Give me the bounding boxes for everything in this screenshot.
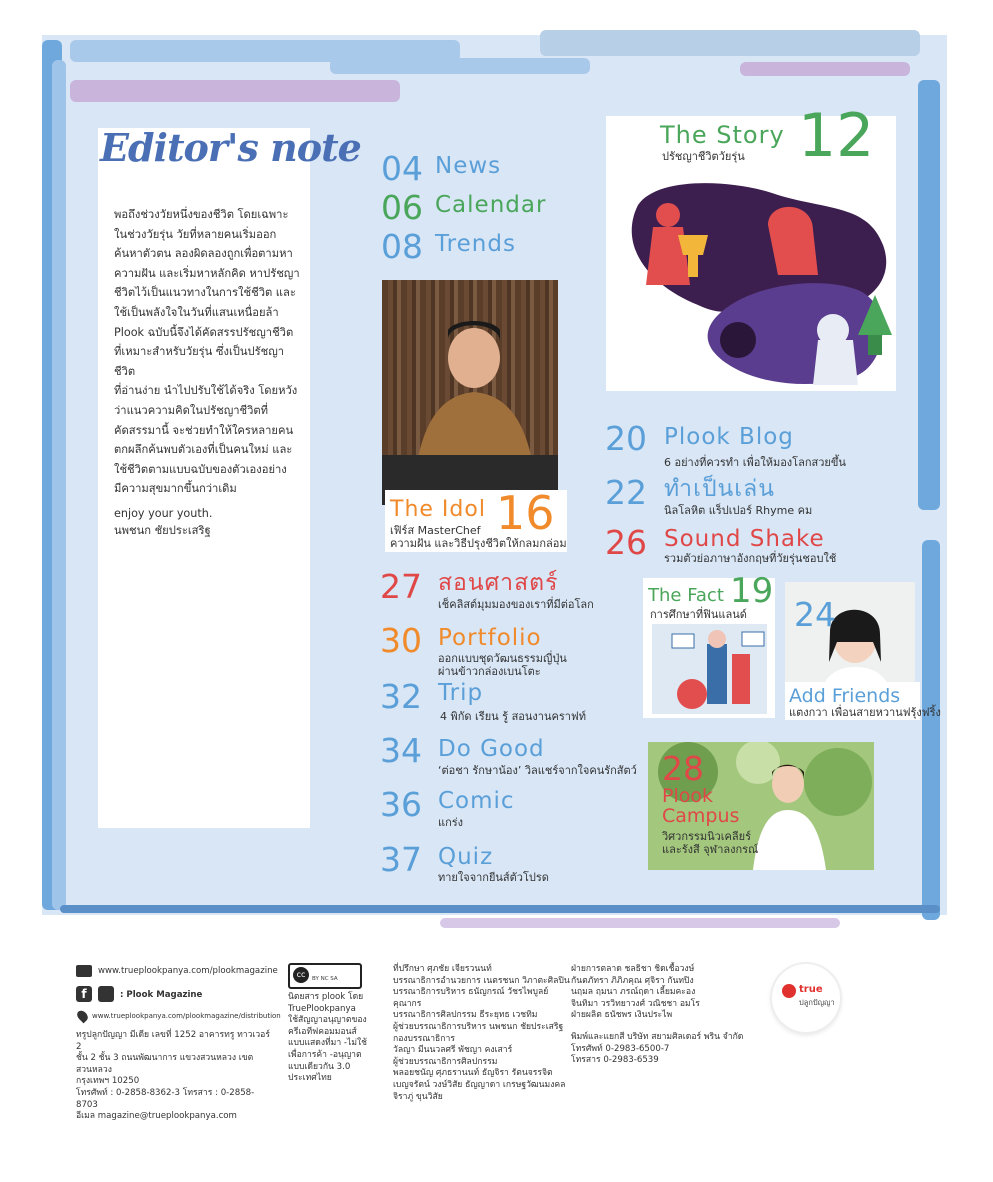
fact-subtitle: การศึกษาที่ฟินแลนด์ [650, 608, 747, 621]
footer-printer: พิมพ์และแยกสี บริษัท สยามศิลเดอร์ พริน จำกัด โทรศัพท์ 0-2983-6500-7 โทรสาร 0-2983-6539 [571, 1032, 744, 1066]
campus-number: 28 [662, 749, 704, 788]
toc-title[interactable]: ทำเป็นเล่น [664, 476, 775, 502]
logo-main-text: true [799, 984, 823, 995]
tree-icon [782, 984, 796, 998]
story-number: 12 [798, 101, 875, 171]
paint-stroke [52, 60, 66, 910]
idol-photo[interactable] [382, 280, 558, 505]
paint-stroke [440, 918, 840, 928]
footer-web[interactable]: www.trueplookpanya.com/plookmagazine [98, 966, 278, 976]
paint-stroke [330, 58, 590, 74]
paint-stroke [740, 62, 910, 76]
story-title[interactable]: The Story [660, 121, 785, 149]
idol-subtitle: เฟิร์ส MasterChef ความฝัน และวิธีปรุงชีวิตให้กลมกล่อม [390, 524, 567, 550]
toc-number: 22 [605, 473, 647, 512]
editor-note-signoff: enjoy your youth. นพชนก ชัยประเสริฐ [114, 507, 213, 537]
paint-stroke [918, 80, 940, 510]
toc-subtitle: 4 พิกัด เรียน รู้ สอนงานคราฟท์ [440, 710, 586, 723]
cc-badge-label: BY NC SA [312, 976, 338, 982]
paint-stroke [60, 905, 940, 913]
toc-number: 26 [605, 523, 647, 562]
idol-number: 16 [496, 486, 555, 540]
toc-title[interactable]: สอนศาสตร์ [438, 570, 559, 596]
toc-number: 34 [380, 731, 422, 770]
toc-subtitle: รวมตัวย่อภาษาอังกฤษที่วัยรุ่นชอบใช้ [664, 552, 837, 565]
paint-stroke [922, 540, 940, 920]
cc-icon: cc [293, 967, 309, 983]
footer-distribution[interactable]: www.trueplookpanya.com/plookmagazine/distribution [92, 1012, 281, 1020]
toc-subtitle: เช็คลิสต์มุมมองของเราที่มีต่อโลก [438, 598, 594, 611]
toc-subtitle: ทายใจจากยีนส์ตัวโปรด [438, 871, 549, 884]
web-icon [76, 965, 92, 977]
story-illustration [618, 175, 893, 390]
toc-subtitle: ออกแบบชุดวัฒนธรรมญี่ปุ่น ผ่านข้าวกล่องเบนโตะ [438, 652, 567, 678]
toc-title[interactable]: Comic [438, 788, 515, 814]
toc-title[interactable]: Trip [438, 680, 484, 706]
footer-address: ทรูปลูกปัญญา มีเดีย เลขที่ 1252 อาคารทรู ทาวเวอร์ 2 ชั้น 2 ชั้น 3 ถนนพัฒนาการ แขวงสวนหลวง เขตสวนหลวง กรุงเทพฯ 10250 โทรศัพท์ : 0-2858-8362-3 โทรสาร : 0-2858-8703 อีเมล magazine@trueplookpanya.com [76, 1030, 270, 1122]
location-pin-icon [75, 1009, 90, 1024]
facebook-icon[interactable]: f [76, 986, 92, 1002]
friends-number: 24 [794, 595, 836, 634]
campus-title[interactable]: Plook Campus [662, 785, 740, 827]
toc-title[interactable]: Plook Blog [664, 424, 794, 450]
fact-illustration [652, 624, 767, 714]
toc-number: 36 [380, 785, 422, 824]
toc-subtitle: ‘ต่อชา รักษาน้อง’ วิลแชร์จากใจคนรักสัตว์ [438, 764, 637, 777]
toc-subtitle: นิลโลหิต แร็ปเปอร์ Rhyme คม [664, 504, 813, 517]
toc-number: 20 [605, 419, 647, 458]
toc-number: 08 [381, 227, 423, 266]
editor-note-body: พอถึงช่วงวัยหนึ่งของชีวิต โดยเฉพาะ ในช่วงวัยรุ่น วัยที่หลายคนเริ่มออก ค้นหาตัวตน ลองผิดลองถูกเพื่อตามหา ความฝัน และเริ่มหาหลักคิด หาปรัชญา ชีวิตไว้เป็นแนวทางในการใช้ชีวิต และ ใช้เป็นพลังใจในวันที่แสนเหนื่อยล้า Plook ฉบับนี้จึงได้คัดสรรปรัชญาชีวิต ที่เหมาะสำหรับวัยรุ่น ซึ่งเป็นปรัชญาชีวิต ที่อ่านง่าย นำไปปรับใช้ได้จริง โดยหวัง ว่าแนวความคิดในปรัชญาชีวิตที่ คัดสรรมานี้ จะช่วยทำให้ใครหลายคน ตกผลึกค้นพบตัวเองที่เป็นคนใหม่ และ ใช้ชีวิตตามแบบฉบับของตัวเองอย่าง มีความสุขมากขึ้นกว่าเดิม [114, 208, 300, 496]
logo-sub-text: ปลูกปัญญา [799, 998, 835, 1007]
toc-number: 30 [380, 621, 422, 660]
toc-title[interactable]: Calendar [435, 192, 547, 218]
editor-note-title: Editor's note [100, 125, 361, 170]
creative-commons-badge [288, 963, 362, 989]
toc-number: 27 [380, 567, 422, 606]
campus-subtitle: วิศวกรรมนิวเคลียร์ และรังสี จุฬาลงกรณ์ [662, 830, 759, 856]
story-subtitle: ปรัชญาชีวิตวัยรุ่น [662, 150, 745, 163]
toc-subtitle: 6 อย่างที่ควรทำ เพื่อให้มองโลกสวยขึ้น [664, 456, 846, 469]
toc-title[interactable]: Do Good [438, 736, 545, 762]
toc-number: 04 [381, 149, 423, 188]
footer-social[interactable]: : Plook Magazine [120, 990, 203, 1000]
footer-license: นิตยสาร plook โดย TruePlookpanya ใช้สัญญาอนุญาตของ ครีเอทีฟคอมมอนส์ แบบแสดงที่มา -ไม่ใช้ เพื่อการค้า -อนุญาต แบบเดียวกัน 3.0 ประเทศไทย [288, 992, 368, 1084]
toc-title[interactable]: News [435, 153, 502, 179]
trueplookpanya-logo[interactable] [772, 964, 840, 1032]
idol-photo-figure [382, 280, 558, 505]
fact-title[interactable]: The Fact [648, 585, 724, 606]
toc-number: 37 [380, 840, 422, 879]
toc-title[interactable]: Trends [435, 231, 516, 257]
toc-number: 32 [380, 677, 422, 716]
footer-credits-marketing: ฝ่ายการตลาด ชลธิชา ชิดเชื้อวงษ์ กันตภัทรา ภิภิภคุณ ศุจิรา กันทปิง นฤมล ฤมนา ภรณ์ฤดา เลี้ยมคะอง จินทิมา วรวิทยาวงศ์ วณิชชา อมโร ฝ่ายผลิต ธนัชพร เงินประไพ [571, 964, 700, 1021]
paint-stroke [540, 30, 920, 56]
idol-title[interactable]: The Idol [390, 497, 486, 522]
toc-number: 06 [381, 188, 423, 227]
friends-title[interactable]: Add Friends [789, 685, 901, 707]
toc-title[interactable]: Sound Shake [664, 526, 825, 552]
toc-title[interactable]: Portfolio [438, 625, 542, 651]
footer-credits-editorial: ที่ปรึกษา ศุภชัย เจียรวนนท์ บรรณาธิการอำนวยการ เนตรชนก วิภาตะศิลปิน บรรณาธิการบริหาร ธนัญกรณ์ วัชรไพบูลย์คุณากร บรรณาธิการศิลปกรรม ธีระยุทธ เวชทิม ผู้ช่วยบรรณาธิการบริหาร นพชนก ชัยประเสริฐ กองบรรณาธิการ วัลญา มีนนวลศรี พัชญา คงเสาร์ ผู้ช่วยบรรณาธิการศิลปกรรม พลอยชนัญ ศุภธรานนท์ ธัญจิรา รัตนจรรจิต เบญจรัตน์ วงษ์วิสัย ธัญญาดา เกรษฐวัฒนมงคล จิราภู่ ขุนวิสัย [393, 964, 570, 1102]
fact-number: 19 [730, 571, 774, 611]
toc-title[interactable]: Quiz [438, 844, 494, 870]
friends-subtitle: แตงกวา เพื่อนสายหวานฟรุ้งฟริ้ง [789, 706, 941, 719]
paint-stroke [70, 80, 400, 102]
twitter-icon[interactable] [98, 986, 114, 1002]
toc-subtitle: แกร่ง [438, 816, 464, 829]
